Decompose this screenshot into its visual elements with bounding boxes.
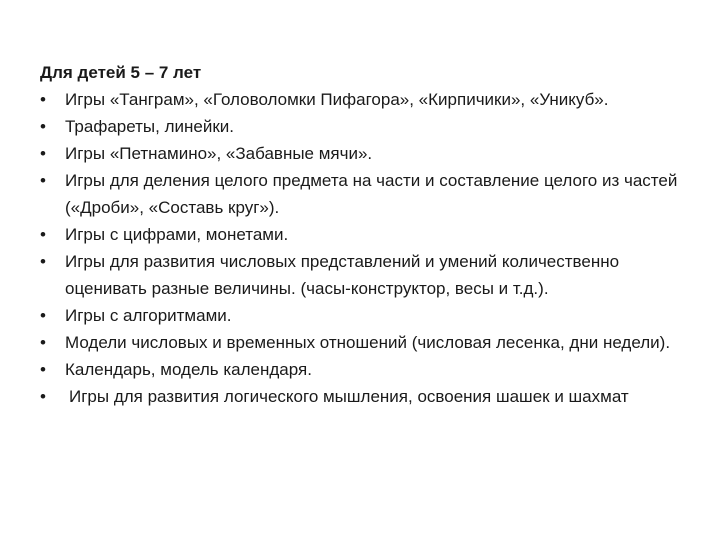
list-item-text: Трафареты, линейки.: [65, 117, 234, 136]
list-item-text: Модели числовых и временных отношений (числовая лесенка, дни недели).: [65, 333, 671, 352]
list-item: [40, 86, 700, 113]
bullet-icon: •: [40, 306, 46, 325]
bullet-icon: •: [40, 117, 46, 136]
bullet-icon: •: [40, 387, 46, 406]
list-item: [40, 302, 700, 329]
bullet-icon: •: [40, 90, 46, 109]
list-item-text: Игры с цифрами, монетами.: [65, 225, 289, 244]
slide-content: [40, 59, 700, 410]
bullet-icon: •: [40, 360, 46, 379]
list-item-text: Календарь, модель календаря.: [65, 360, 312, 379]
bullet-icon: •: [40, 225, 46, 244]
list-item: [40, 329, 700, 356]
list-item-text: Игры с алгоритмами.: [65, 306, 232, 325]
slide-heading: Для детей 5 – 7 лет: [40, 63, 202, 82]
bullet-icon: •: [40, 252, 46, 271]
bullet-icon: •: [40, 171, 46, 190]
bullet-list: [40, 86, 700, 410]
list-item-text: Игры «Танграм», «Головоломки Пифагора», «Кирпичики», «Уникуб».: [65, 90, 609, 109]
bullet-icon: •: [40, 333, 46, 352]
list-item: [40, 221, 700, 248]
list-item: [40, 113, 700, 140]
list-item: [40, 167, 700, 221]
list-item-text: Игры для развития логического мышления, освоения шашек и шахмат: [69, 387, 629, 406]
list-item-text: Игры «Петнамино», «Забавные мячи».: [65, 144, 373, 163]
bullet-icon: •: [40, 144, 46, 163]
list-item-text: Игры для деления целого предмета на части и составление целого из частей («Дроби», «Составь круг»).: [65, 171, 678, 217]
list-item: [40, 383, 700, 410]
list-item: [40, 248, 700, 302]
list-item-text: Игры для развития числовых представлений и умений количественно оценивать разные величины. (часы-конструктор, весы и т.д.).: [65, 252, 620, 298]
list-item: [40, 356, 700, 383]
list-item: [40, 140, 700, 167]
